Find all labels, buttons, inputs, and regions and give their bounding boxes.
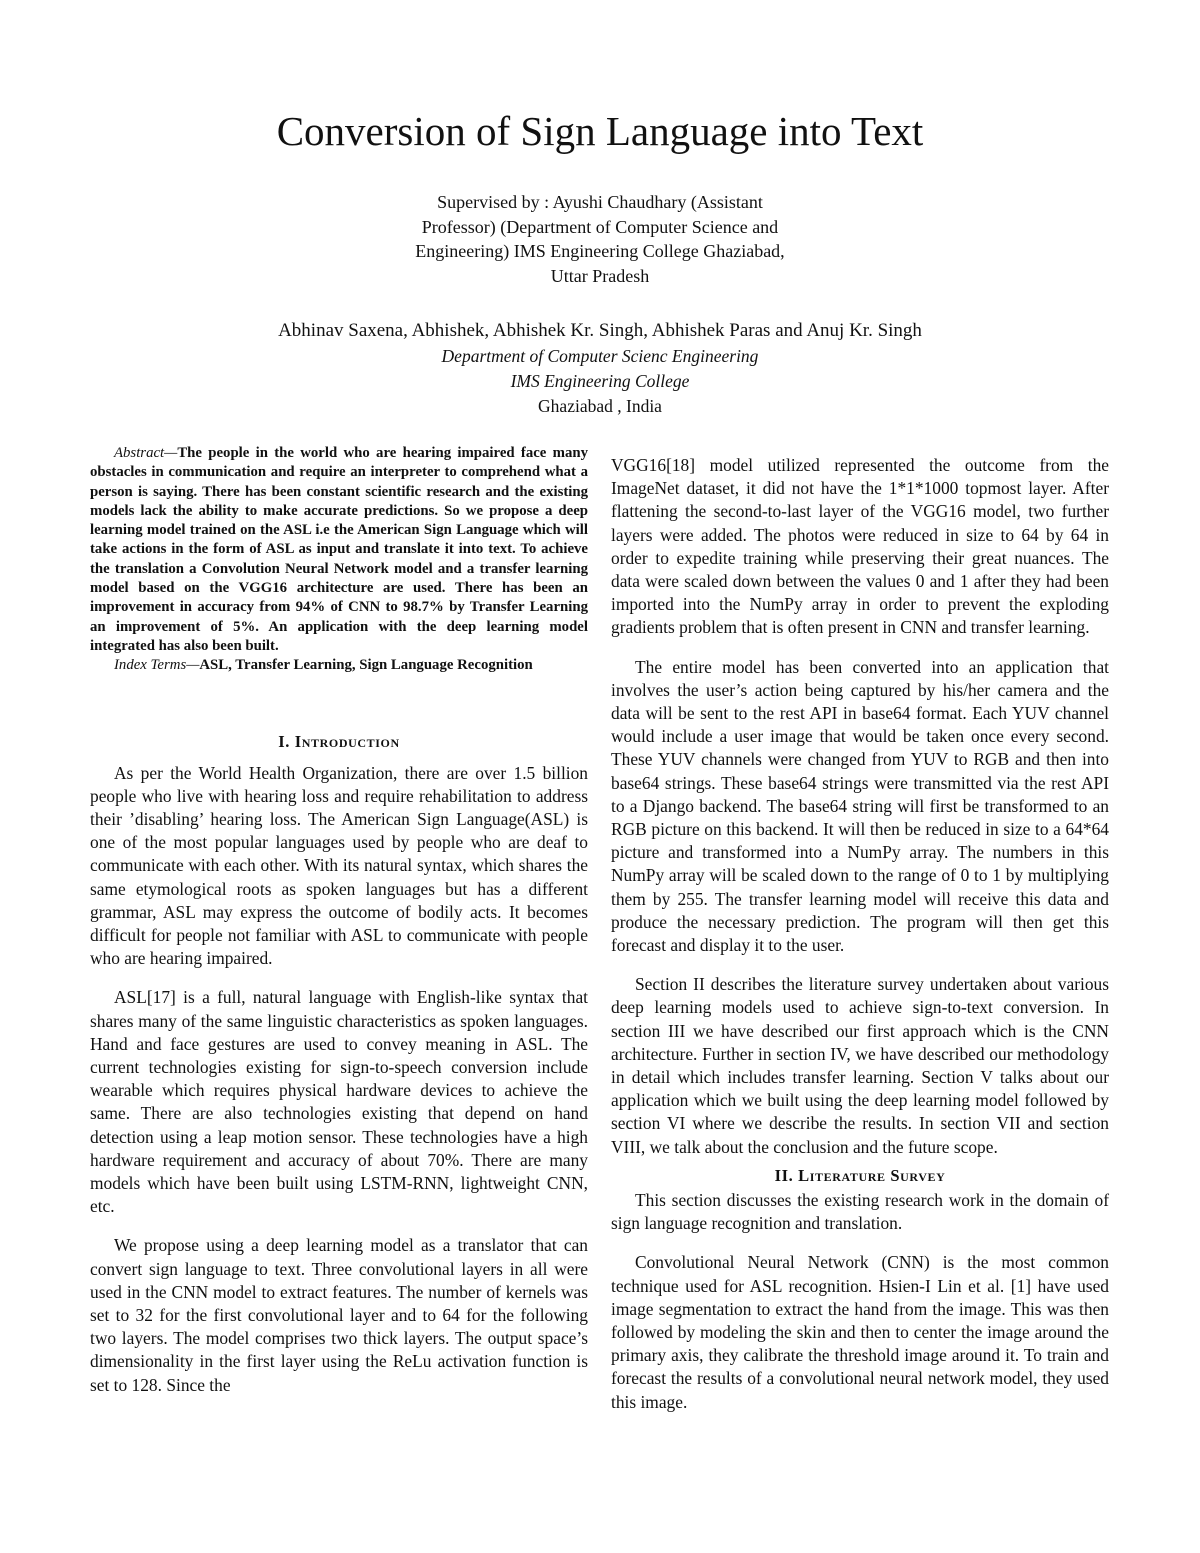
body-paragraph: As per the World Health Organization, there are over 1.5 billion people who live with hearing loss and require rehabilitation to address their ’disabling’ hearing loss. The American Sign Language(ASL) is one of the most popular languages used by people who are deaf to communicate with each other. With its natural syntax, which shares the same etymological roots as spoken languages but has a different grammar, ASL may express the outcome of bodily acts. It becomes difficult for people not familiar with ASL to communicate with people who are hearing impaired. (90, 762, 588, 969)
supervisor-line: Professor) (Department of Computer Science and (421, 216, 779, 237)
body-paragraph: ASL[17] is a full, natural language with English-like syntax that shares many of the same linguistic characteristics as spoken languages. Hand and face gestures are used to convey meaning in ASL. The current technologies existing for sign-to-speech conversion include wearable which requires physical hardware devices to achieve the same. There are also technologies existing that depend on hand detection using a leap motion sensor. These technologies have a high hardware requirement and accuracy of about 70%. There are many models which have been built using LSTM-RNN, lightweight CNN, etc. (90, 987, 588, 1217)
abstract-text: The people in the world who are hearing impaired face many obstacles in communication and require an interpreter to comprehend what a person is saying. There has been constant scientific research and the existing models lack the ability to make accurate predictions. So we propose a deep learning model trained on the ASL i.e the American Sign Language which will take actions in the form of ASL as input and translate it into text. To achieve the translation a Convolution Neural Network model and a transfer learning model based on the VGG16 architecture are used. There has been an improvement in accuracy from 94% of CNN to 98.7% by Transfer Learning an improvement of 5%. An application with the deep learning model integrated has also been built. (90, 445, 588, 654)
affiliation-location: Ghaziabad , India (538, 396, 662, 416)
author-list: Abhinav Saxena, Abhishek, Abhishek Kr. Singh, Abhishek Paras and Anuj Kr. Singh (278, 320, 922, 341)
supervisor-line: Supervised by : Ayushi Chaudhary (Assistant (437, 192, 763, 212)
supervisor-line: Uttar Pradesh (550, 265, 650, 286)
index-terms-label: Index Terms— (114, 657, 200, 674)
abstract (90, 444, 588, 656)
supervisor-line: Engineering) IMS Engineering College Ghaziabad, (415, 241, 785, 261)
body-paragraph: We propose using a deep learning model as a translator that can convert sign language to text. Three convolutional layers in all were used in the CNN model to extract features. The number of kernels was set to 32 for the first convolutional layer and to 64 for the following two layers. The model comprises two thick layers. The output space’s dimensionality in the first layer using the ReLu activation function is set to 128. Since the (90, 1235, 588, 1395)
body-paragraph: The entire model has been converted into an application that involves the user’s action being captured by his/her camera and the data will be sent to the rest API in base64 format. Each YUV channel would include a user image that would be taken once every second. These YUV channels were changed from YUV to RGB and then into base64 strings. These base64 strings were transmitted via the rest API to a Django backend. The base64 string will first be transformed to an RGB picture on this backend. It will then be reduced in size to a 64*64 picture and transformed into a NumPy array. The numbers in this NumPy array will be scaled down to the range of 0 to 1 by multiplying them by 255. The transfer learning model will receive this data and produce the necessary prediction. The program will then get this forecast and display it to the user. (611, 656, 1109, 956)
index-terms (90, 656, 588, 675)
affiliation-block (0, 344, 1200, 419)
right-column (611, 454, 1109, 1430)
index-terms-text: ASL, Transfer Learning, Sign Language Recognition (199, 657, 533, 674)
left-column (90, 444, 588, 1413)
abstract-label: Abstract— (114, 445, 178, 461)
affiliation-department: Department of Computer Scienc Engineering (441, 346, 759, 366)
body-paragraph: This section discusses the existing research work in the domain of sign language recognition and translation. (611, 1189, 1109, 1234)
affiliation-college: IMS Engineering College (510, 371, 690, 391)
body-paragraph: VGG16[18] model utilized represented the outcome from the ImageNet dataset, it did not have the 1*1*1000 topmost layer. After flattening the second-to-last layer of the VGG16 model, two further layers were added. The photos were reduced in size to 64 by 64 in order to expedite training while preserving their great nuances. The data were scaled down between the values 0 and 1 after they had been imported into the NumPy array in order to prevent the exploding gradients problem that is often present in CNN and transfer learning. (611, 455, 1109, 638)
section-heading-literature-survey: II. Literature Survey (774, 1165, 946, 1185)
body-paragraph: Convolutional Neural Network (CNN) is the most common technique used for ASL recognition. Hsien-I Lin et al. [1] have used image segmentation to extract the hand from the image. This was then followed by modeling the skin and then to center the image around the primary axis, they calibrate the threshold image around it. To train and forecast the results of a convolutional neural network model, they used this image. (611, 1252, 1109, 1412)
section-heading-introduction: I. Introduction (278, 731, 400, 751)
paper-title: Conversion of Sign Language into Text (276, 108, 924, 154)
body-paragraph: Section II describes the literature survey undertaken about various deep learning models used to achieve sign-to-text conversion. In section III we have described our first approach which is the CNN architecture. Further in section IV, we have described our methodology in detail which includes transfer learning. Section V talks about our application which we built using the deep learning model followed by section VI where we describe the results. In section VII and section VIII, we talk about the conclusion and the future scope. (611, 974, 1109, 1157)
supervisor-block (350, 190, 850, 288)
